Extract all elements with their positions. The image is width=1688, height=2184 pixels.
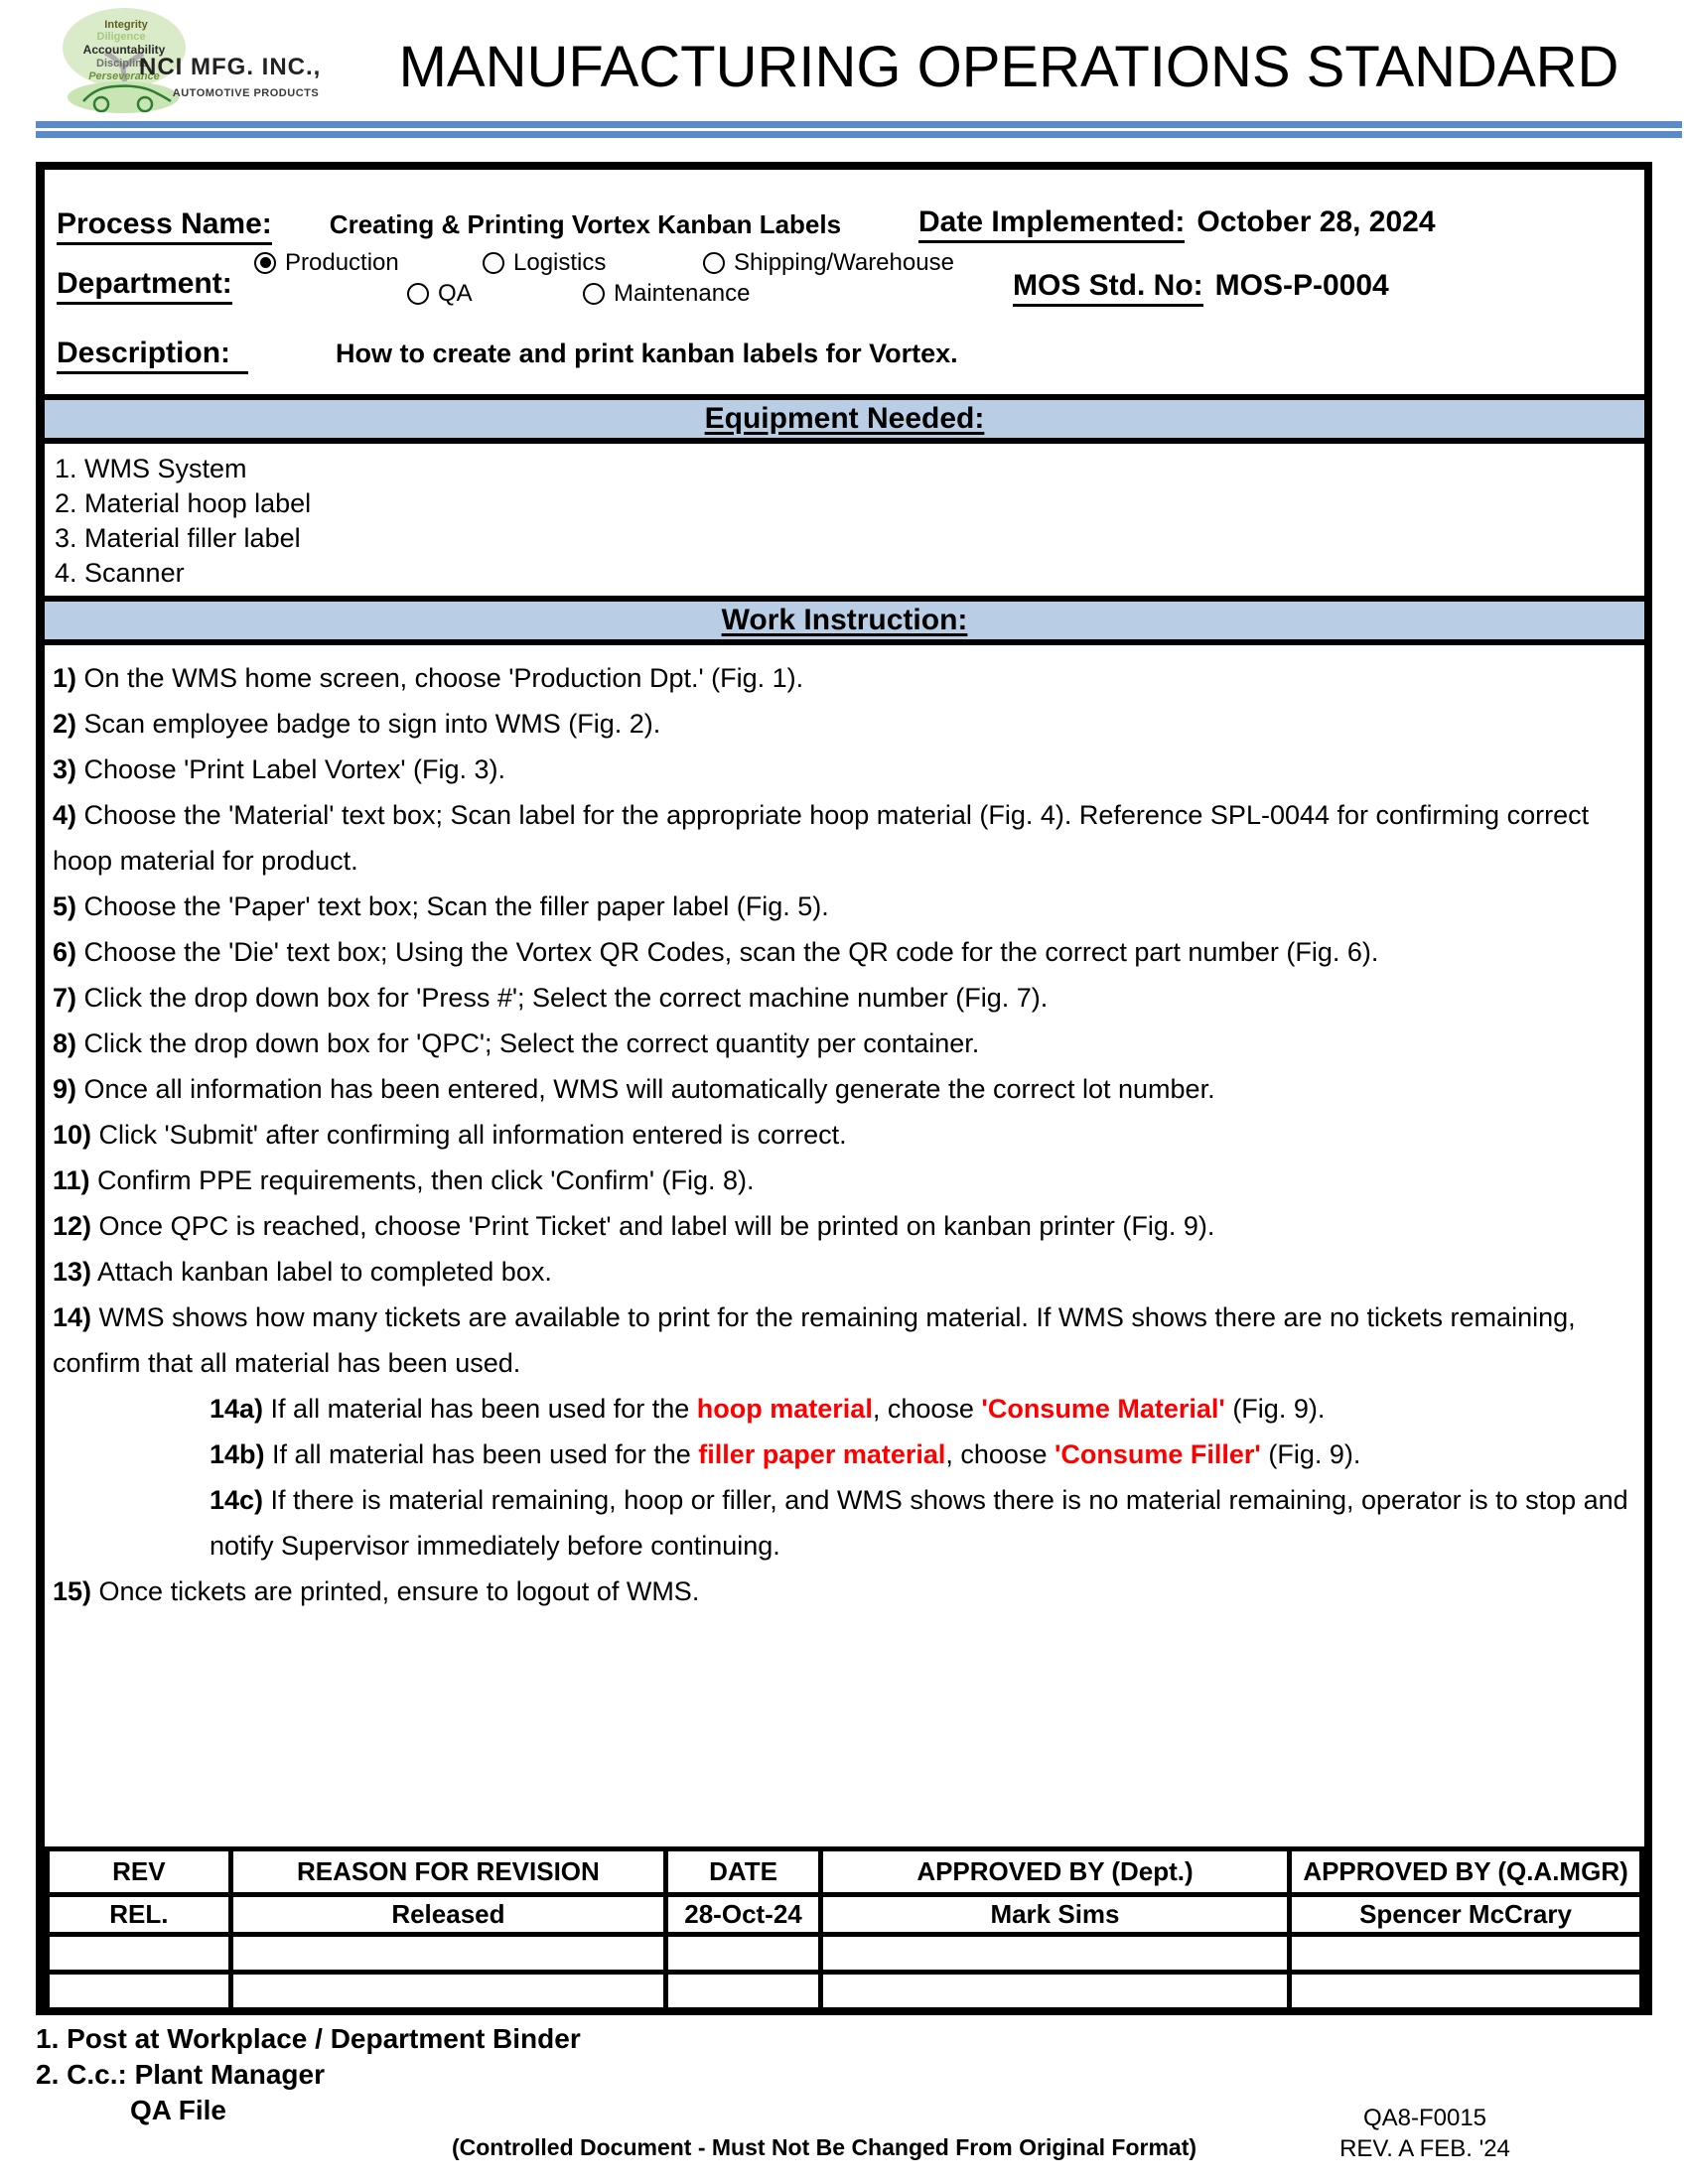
work-instruction-header — [45, 596, 1644, 645]
equipment-item: 2. Material hoop label — [55, 488, 312, 518]
logo-value-integrity: Integrity — [104, 19, 148, 31]
department-radio-label: Logistics — [513, 249, 607, 276]
work-instruction-step: 14) WMS shows how many tickets are available to print for the remaining material. If WMS shows there are no tickets remaining, confirm that all material has been used. — [53, 1302, 1576, 1378]
work-instruction-step: 2) Scan employee badge to sign into WMS (Fig. 2). — [53, 709, 661, 739]
work-instruction-step: 14b) If all material has been used for the filler paper material, choose 'Consume Filler' (Fig. 9). — [210, 1439, 1361, 1469]
work-instruction-title: Work Instruction: — [721, 604, 968, 636]
revision-cell — [230, 1973, 665, 2010]
revision-cell — [48, 1935, 231, 1973]
revision-cell — [230, 1935, 665, 1973]
work-instruction-step: 12) Once QPC is reached, choose 'Print Ticket' and label will be printed on kanban printer (Fig. 9). — [53, 1211, 1215, 1241]
date-implemented-label: Date Implemented: — [918, 205, 1185, 243]
revision-cell: Spencer McCrary — [1290, 1895, 1642, 1935]
work-instruction-step: 7) Click the drop down box for 'Press #'; Select the correct machine number (Fig. 7). — [53, 983, 1049, 1013]
logo-value-accountability: Accountability — [82, 43, 166, 57]
logo-value-diligence: Diligence — [96, 31, 146, 43]
equipment-item: 4. Scanner — [55, 558, 185, 588]
radio-unselected-icon — [407, 283, 429, 305]
process-name-value: Creating & Printing Vortex Kanban Labels — [329, 209, 842, 239]
revision-header-cell: DATE — [666, 1849, 821, 1895]
revision-table-header-row — [48, 1849, 1642, 1895]
equipment-needed-header — [45, 394, 1644, 444]
revision-header-cell: APPROVED BY (Q.A.MGR) — [1290, 1849, 1642, 1895]
equipment-needed-title: Equipment Needed: — [704, 402, 985, 435]
header-divider — [36, 121, 1682, 138]
work-instruction-step: 14c) If there is material remaining, hoop or filler, and WMS shows there is no material remaining, operator is to stop and notify Supervisor immediately before continuing. — [210, 1485, 1628, 1561]
company-tagline: AUTOMOTIVE PRODUCTS — [172, 87, 320, 99]
department-label: Department: — [57, 267, 232, 305]
work-instruction-step: 1) On the WMS home screen, choose 'Production Dpt.' (Fig. 1). — [53, 663, 804, 693]
document-title: MANUFACTURING OPERATIONS STANDARD — [398, 35, 1619, 99]
revision-table-body — [48, 1895, 1642, 2010]
work-instruction-step: 3) Choose 'Print Label Vortex' (Fig. 3). — [53, 754, 506, 784]
description-label: Description: — [57, 337, 248, 374]
footer-notes — [36, 2021, 581, 2128]
work-instruction-step: 11) Confirm PPE requirements, then click 'Confirm' (Fig. 8). — [53, 1165, 755, 1195]
revision-table-row — [48, 1935, 1642, 1973]
info-section — [45, 170, 1644, 394]
revision-cell — [1290, 1973, 1642, 2010]
revision-table-row — [48, 1895, 1642, 1935]
work-instruction-step: 6) Choose the 'Die' text box; Using the Vortex QR Codes, scan the QR code for the correct part number (Fig. 6). — [53, 937, 1379, 967]
revision-cell: Released — [230, 1895, 665, 1935]
equipment-item: 1. WMS System — [55, 454, 247, 483]
equipment-list — [45, 444, 1644, 596]
mos-std-label: MOS Std. No: — [1013, 269, 1203, 307]
revision-header-cell: REV — [48, 1849, 231, 1895]
department-radio-label: QA — [438, 280, 473, 307]
department-radio-label: Production — [285, 249, 399, 276]
radio-unselected-icon — [483, 252, 504, 274]
company-name: NCI MFG. INC., — [139, 54, 322, 80]
revision-table-row — [48, 1973, 1642, 2010]
radio-selected-icon — [254, 252, 276, 274]
revision-cell — [1290, 1935, 1642, 1973]
work-instruction-step: 15) Once tickets are printed, ensure to logout of WMS. — [53, 1576, 700, 1606]
department-radio-maintenance[interactable] — [583, 280, 750, 308]
logo-value-perseverance: Perseverance — [88, 70, 160, 82]
work-instruction-step: 4) Choose the 'Material' text box; Scan label for the appropriate hoop material (Fig. 4). Reference SPL-0044 for confirming correct hoop material for product. — [53, 800, 1590, 876]
work-instruction-step: 8) Click the drop down box for 'QPC'; Select the correct quantity per container. — [53, 1028, 980, 1058]
work-instruction-step: 14a) If all material has been used for the hoop material, choose 'Consume Material' (Fig. 9). — [210, 1394, 1326, 1424]
department-radio-production[interactable] — [254, 249, 399, 277]
revision-cell: Mark Sims — [820, 1895, 1289, 1935]
company-logo — [40, 6, 357, 117]
work-instruction-step: 9) Once all information has been entered, WMS will automatically generate the correct lot number. — [53, 1074, 1215, 1104]
revision-table — [45, 1846, 1644, 2012]
radio-unselected-icon — [703, 252, 725, 274]
logo-value-discipline: Discipline — [96, 58, 148, 69]
revision-cell — [666, 1935, 821, 1973]
document-body — [36, 162, 1652, 2015]
work-instruction-step: 10) Click 'Submit' after confirming all information entered is correct. — [53, 1120, 847, 1150]
work-instruction-step: 13) Attach kanban label to completed box. — [53, 1257, 552, 1287]
form-number: QA8-F0015 — [1362, 2105, 1487, 2131]
date-implemented-value: October 28, 2024 — [1196, 205, 1436, 238]
revision-header-cell: REASON FOR REVISION — [230, 1849, 665, 1895]
process-name-label: Process Name: — [57, 207, 272, 245]
footer-note: 2. C.c.: Plant Manager — [36, 2059, 325, 2090]
department-radio-label: Shipping/Warehouse — [734, 249, 954, 276]
department-radio-label: Maintenance — [614, 280, 751, 307]
footer-note: 1. Post at Workplace / Department Binder — [36, 2023, 581, 2054]
department-radio-logistics[interactable] — [483, 249, 606, 277]
revision-cell — [666, 1973, 821, 2010]
form-code-block — [1311, 2103, 1539, 2164]
revision-cell — [820, 1935, 1289, 1973]
mos-std-value: MOS-P-0004 — [1214, 269, 1389, 302]
controlled-document-note: (Controlled Document - Must Not Be Changed From Original Format) — [451, 2134, 1197, 2160]
revision-cell: REL. — [48, 1895, 231, 1935]
description-value: How to create and print kanban labels for Vortex. — [336, 339, 958, 368]
work-instruction-steps — [45, 645, 1644, 1846]
footer-note: QA File — [130, 2095, 226, 2125]
work-instruction-step: 5) Choose the 'Paper' text box; Scan the filler paper label (Fig. 5). — [53, 891, 829, 921]
revision-cell — [820, 1973, 1289, 2010]
department-radio-shipping-warehouse[interactable] — [703, 249, 954, 277]
form-revision: REV. A FEB. '24 — [1339, 2135, 1510, 2162]
equipment-item: 3. Material filler label — [55, 523, 301, 553]
revision-header-cell: APPROVED BY (Dept.) — [820, 1849, 1289, 1895]
revision-cell: 28-Oct-24 — [666, 1895, 821, 1935]
revision-cell — [48, 1973, 231, 2010]
department-radio-qa[interactable] — [407, 280, 473, 308]
radio-unselected-icon — [583, 283, 605, 305]
